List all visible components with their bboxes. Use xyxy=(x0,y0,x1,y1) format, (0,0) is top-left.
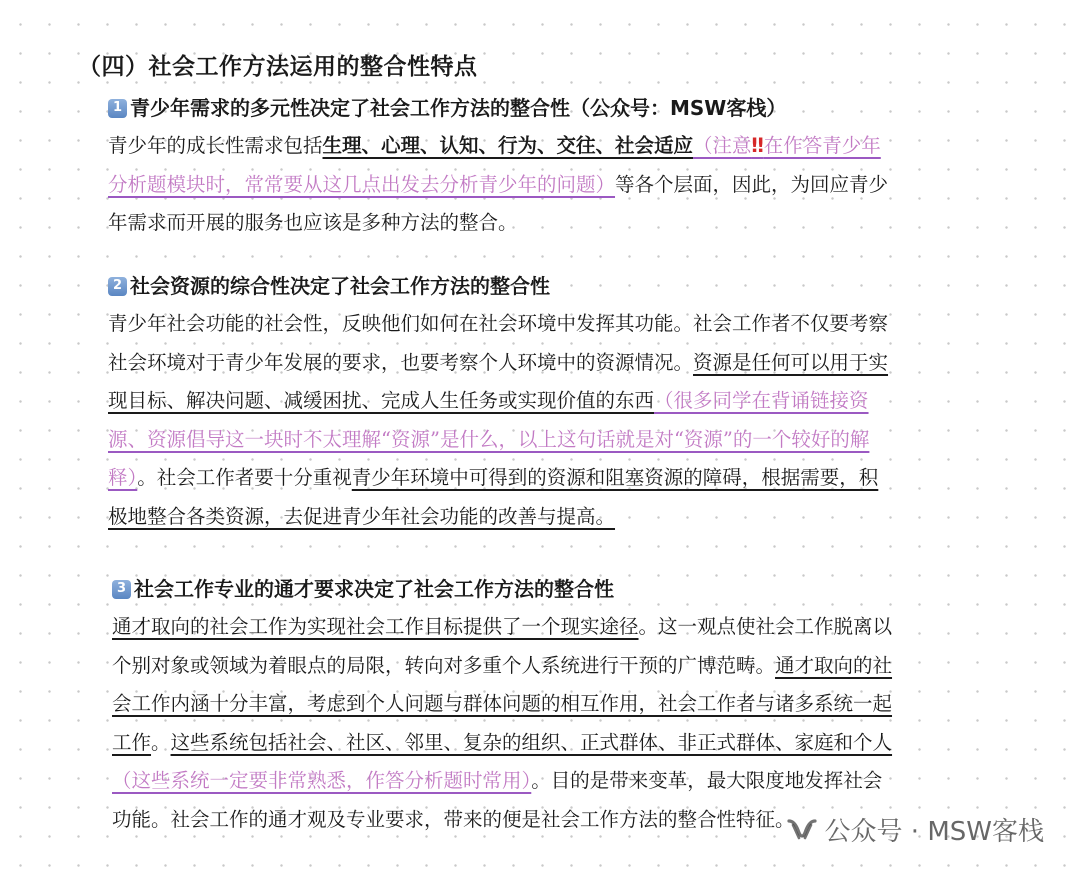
section-3-line-2 xyxy=(112,647,1012,686)
section-3-title xyxy=(112,571,1012,607)
watermark xyxy=(787,811,1044,848)
note-text: （注意 xyxy=(693,134,752,157)
section-1-title-text: 青少年需求的多元性决定了社会工作方法的整合性（公众号：MSW客栈） xyxy=(130,96,787,120)
section-1 xyxy=(108,90,1008,243)
study-note xyxy=(693,134,881,157)
double-exclamation-icon: ‼ xyxy=(751,134,764,157)
text-span: 等各个层面，因此，为回应青少 xyxy=(615,172,889,196)
text-span: 。这一观点使社会工作脱离以 xyxy=(638,615,893,638)
section-1-line-1 xyxy=(108,127,1008,166)
note-text: 在作答青少年 xyxy=(763,134,881,157)
section-2-line-5 xyxy=(108,459,1008,498)
text-span: 社会环境对于青少年发展的要求，也要考察个人环境中的资源情况。 xyxy=(108,350,694,374)
study-note: 源、资源倡导这一块时不太理解“资源”是什么，以上这句话就是对“资源”的一个较好的解 xyxy=(108,427,870,451)
underlined-phrase: 极地整合各类资源，去促进青少年社会功能的改善与提高。 xyxy=(108,504,616,528)
section-3-line-6: 功能。社会工作的通才观及专业要求，带来的便是社会工作方法的整合性特征。 xyxy=(112,807,795,831)
page-title: （四）社会工作方法运用的整合性特点 xyxy=(78,54,478,80)
section-2 xyxy=(108,268,1008,536)
study-note: （这些系统一定要非常熟悉，作答分析题时常用） xyxy=(112,769,532,792)
section-2-title-text: 社会资源的综合性决定了社会工作方法的整合性 xyxy=(130,274,550,298)
underlined-phrase: 工作 xyxy=(112,730,152,754)
section-3-line-4 xyxy=(112,724,1012,763)
section-2-line-2 xyxy=(108,344,1008,383)
section-3-title-text: 社会工作专业的通才要求决定了社会工作方法的整合性 xyxy=(134,577,614,601)
text-span: 个别对象或领域为着眼点的局限，转向对多重个人系统进行干预的广博范畴。 xyxy=(112,653,776,677)
section-3-line-3 xyxy=(112,685,1012,724)
section-1-title xyxy=(108,90,1008,126)
underlined-phrase: 通才取向的社 xyxy=(775,653,893,677)
study-note: 分析题模块时，常常要从这几点出发去分析青少年的问题） xyxy=(108,172,616,196)
section-1-line-3: 年需求而开展的服务也应该是多种方法的整合。 xyxy=(108,211,518,234)
study-note: 释） xyxy=(108,466,138,489)
underlined-phrase: 会工作内涵十分丰富，考虑到个人问题与群体问题的相互作用，社会工作者与诸多系统一起 xyxy=(112,692,893,715)
number-2-icon: 2 xyxy=(108,277,127,296)
section-2-line-3 xyxy=(108,382,1008,421)
section-1-paragraph xyxy=(108,127,1008,243)
underlined-phrase: 青少年环境中可得到的资源和阻塞资源的障碍，根据需要，积 xyxy=(351,466,879,489)
section-3-line-1 xyxy=(112,608,1012,647)
study-note: （很多同学在背诵链接资 xyxy=(654,389,869,412)
section-3 xyxy=(112,571,1012,839)
section-3-paragraph xyxy=(112,608,1012,839)
section-2-line-4 xyxy=(108,421,1008,460)
watermark-text: 公众号 · MSW客栈 xyxy=(824,817,1044,847)
section-2-line-6 xyxy=(108,498,1008,537)
section-2-line-1: 青少年社会功能的社会性，反映他们如何在社会环境中发挥其功能。社会工作者不仅要考察 xyxy=(108,312,889,335)
text-span: 。社会工作者要十分重视 xyxy=(137,466,352,489)
section-3-line-5 xyxy=(112,762,1012,801)
underlined-definition: 资源是任何可以用于实 xyxy=(693,350,889,374)
text-span: 青少年的成长性需求包括 xyxy=(108,134,323,157)
underlined-phrase: 通才取向的社会工作为实现社会工作目标提供了一个现实途径 xyxy=(112,615,639,638)
section-2-paragraph xyxy=(108,305,1008,536)
section-2-title xyxy=(108,268,1008,304)
section-1-line-2 xyxy=(108,166,1008,205)
key-terms: 生理、心理、认知、行为、交往、社会适应 xyxy=(322,134,694,157)
number-3-icon: 3 xyxy=(112,580,131,599)
underlined-definition: 现目标、解决问题、减缓困扰、完成人生任务或实现价值的东西 xyxy=(108,389,655,412)
underlined-phrase: 这些系统包括社会、社区、邻里、复杂的组织、正式群体、非正式群体、家庭和个人 xyxy=(170,730,893,754)
text-span: 。目的是带来变革，最大限度地发挥社会 xyxy=(531,769,883,792)
number-1-icon: 1 xyxy=(108,99,127,118)
wechat-channel-icon xyxy=(787,817,817,843)
text-span: 。 xyxy=(151,730,171,754)
